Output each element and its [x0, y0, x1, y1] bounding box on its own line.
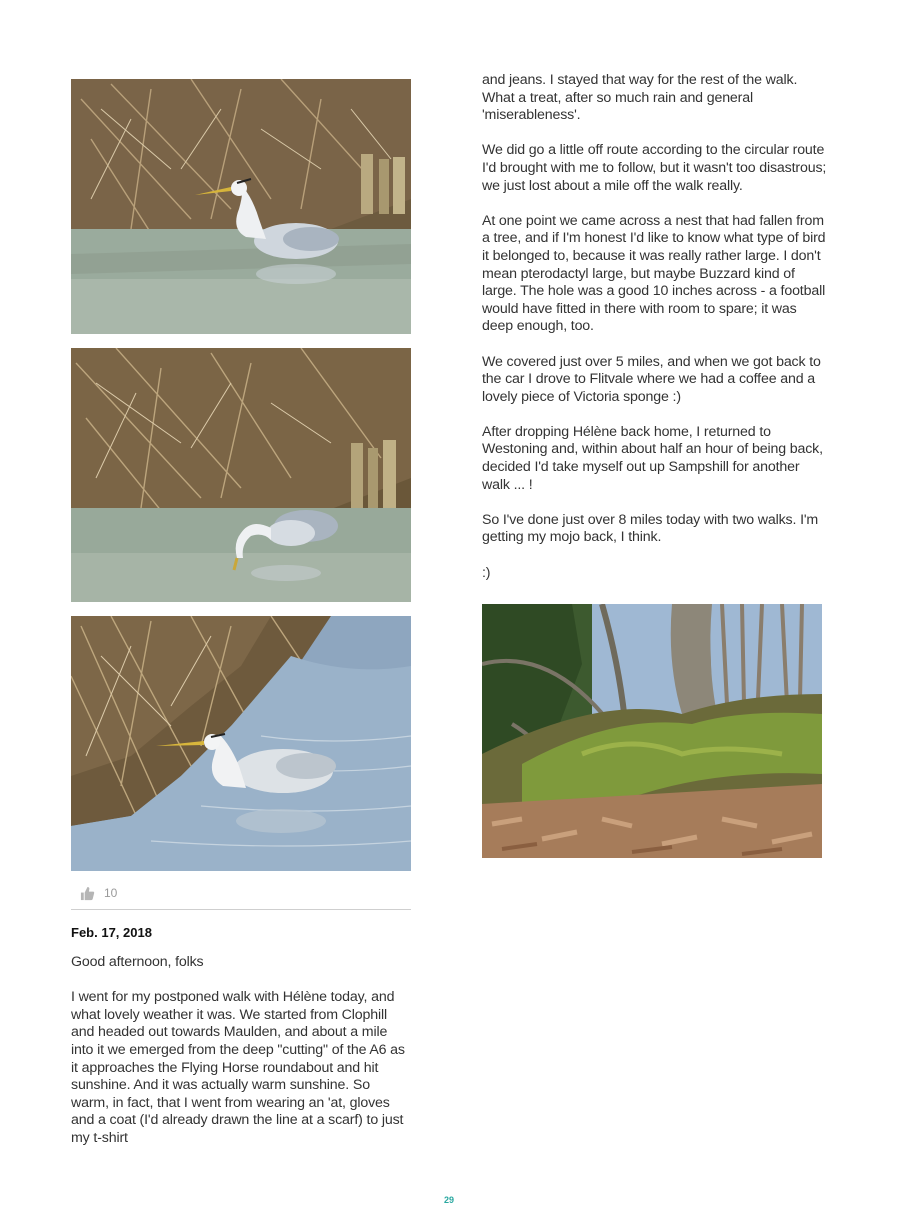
- post-paragraph: At one point we came across a nest that had fallen from a tree, and if I'm honest I'd like to know what type of bird it belonged to, because it was really rather large. I don't mean pterodactyl large, but maybe Buzzard kind of large. The hole was a good 10 inches across - a football would have fitted in there with room to spare; it was deep enough, too.: [482, 212, 826, 335]
- heron-in-stream-photo: [71, 616, 411, 871]
- post-body-left: [71, 954, 411, 1165]
- heron-wading-photo: [71, 79, 411, 334]
- divider: [71, 909, 411, 910]
- likes-counter[interactable]: [80, 884, 117, 902]
- post-paragraph: After dropping Hélène back home, I returned to Westoning and, within about half an hour of being back, decided I'd take myself out up Sampshill for another walk ... !: [482, 423, 823, 493]
- post-body-right: [482, 72, 827, 600]
- post-paragraph: We did go a little off route according to the circular route I'd brought with me to follow, but it wasn't too disastrous; we just lost about a mile off the walk really.: [482, 142, 827, 194]
- tree-roots-moss-photo: [482, 604, 822, 858]
- page-number: 29: [443, 1195, 454, 1205]
- post-date: Feb. 17, 2018: [71, 925, 152, 940]
- heron-feeding-photo: [71, 348, 411, 602]
- thumbs-up-icon[interactable]: [80, 886, 95, 901]
- post-paragraph: So I've done just over 8 miles today with two walks. I'm getting my mojo back, I think.: [482, 511, 819, 546]
- likes-count: 10: [104, 886, 118, 900]
- post-paragraph: We covered just over 5 miles, and when we got back to the car I drove to Flitvale where we had a coffee and a lovely piece of Victoria sponge :): [482, 353, 821, 405]
- post-paragraph: I went for my postponed walk with Hélène today, and what lovely weather it was. We started from Clophill and headed out towards Maulden, and about a mile into it we emerged from the deep "cutting" of the A6 as it approaches the Flying Horse roundabout and hit sunshine. And it was actually warm sunshine. So warm, in fact, that I went from wearing an 'at, gloves and a coat (I'd already drawn the line at a scarf) to just my t-shirt: [71, 989, 405, 1146]
- post-greeting: Good afternoon, folks: [71, 954, 204, 970]
- post-paragraph: and jeans. I stayed that way for the rest of the walk. What a treat, after so much rain and general 'miserableness'.: [482, 72, 798, 124]
- post-smiley: :): [482, 564, 491, 581]
